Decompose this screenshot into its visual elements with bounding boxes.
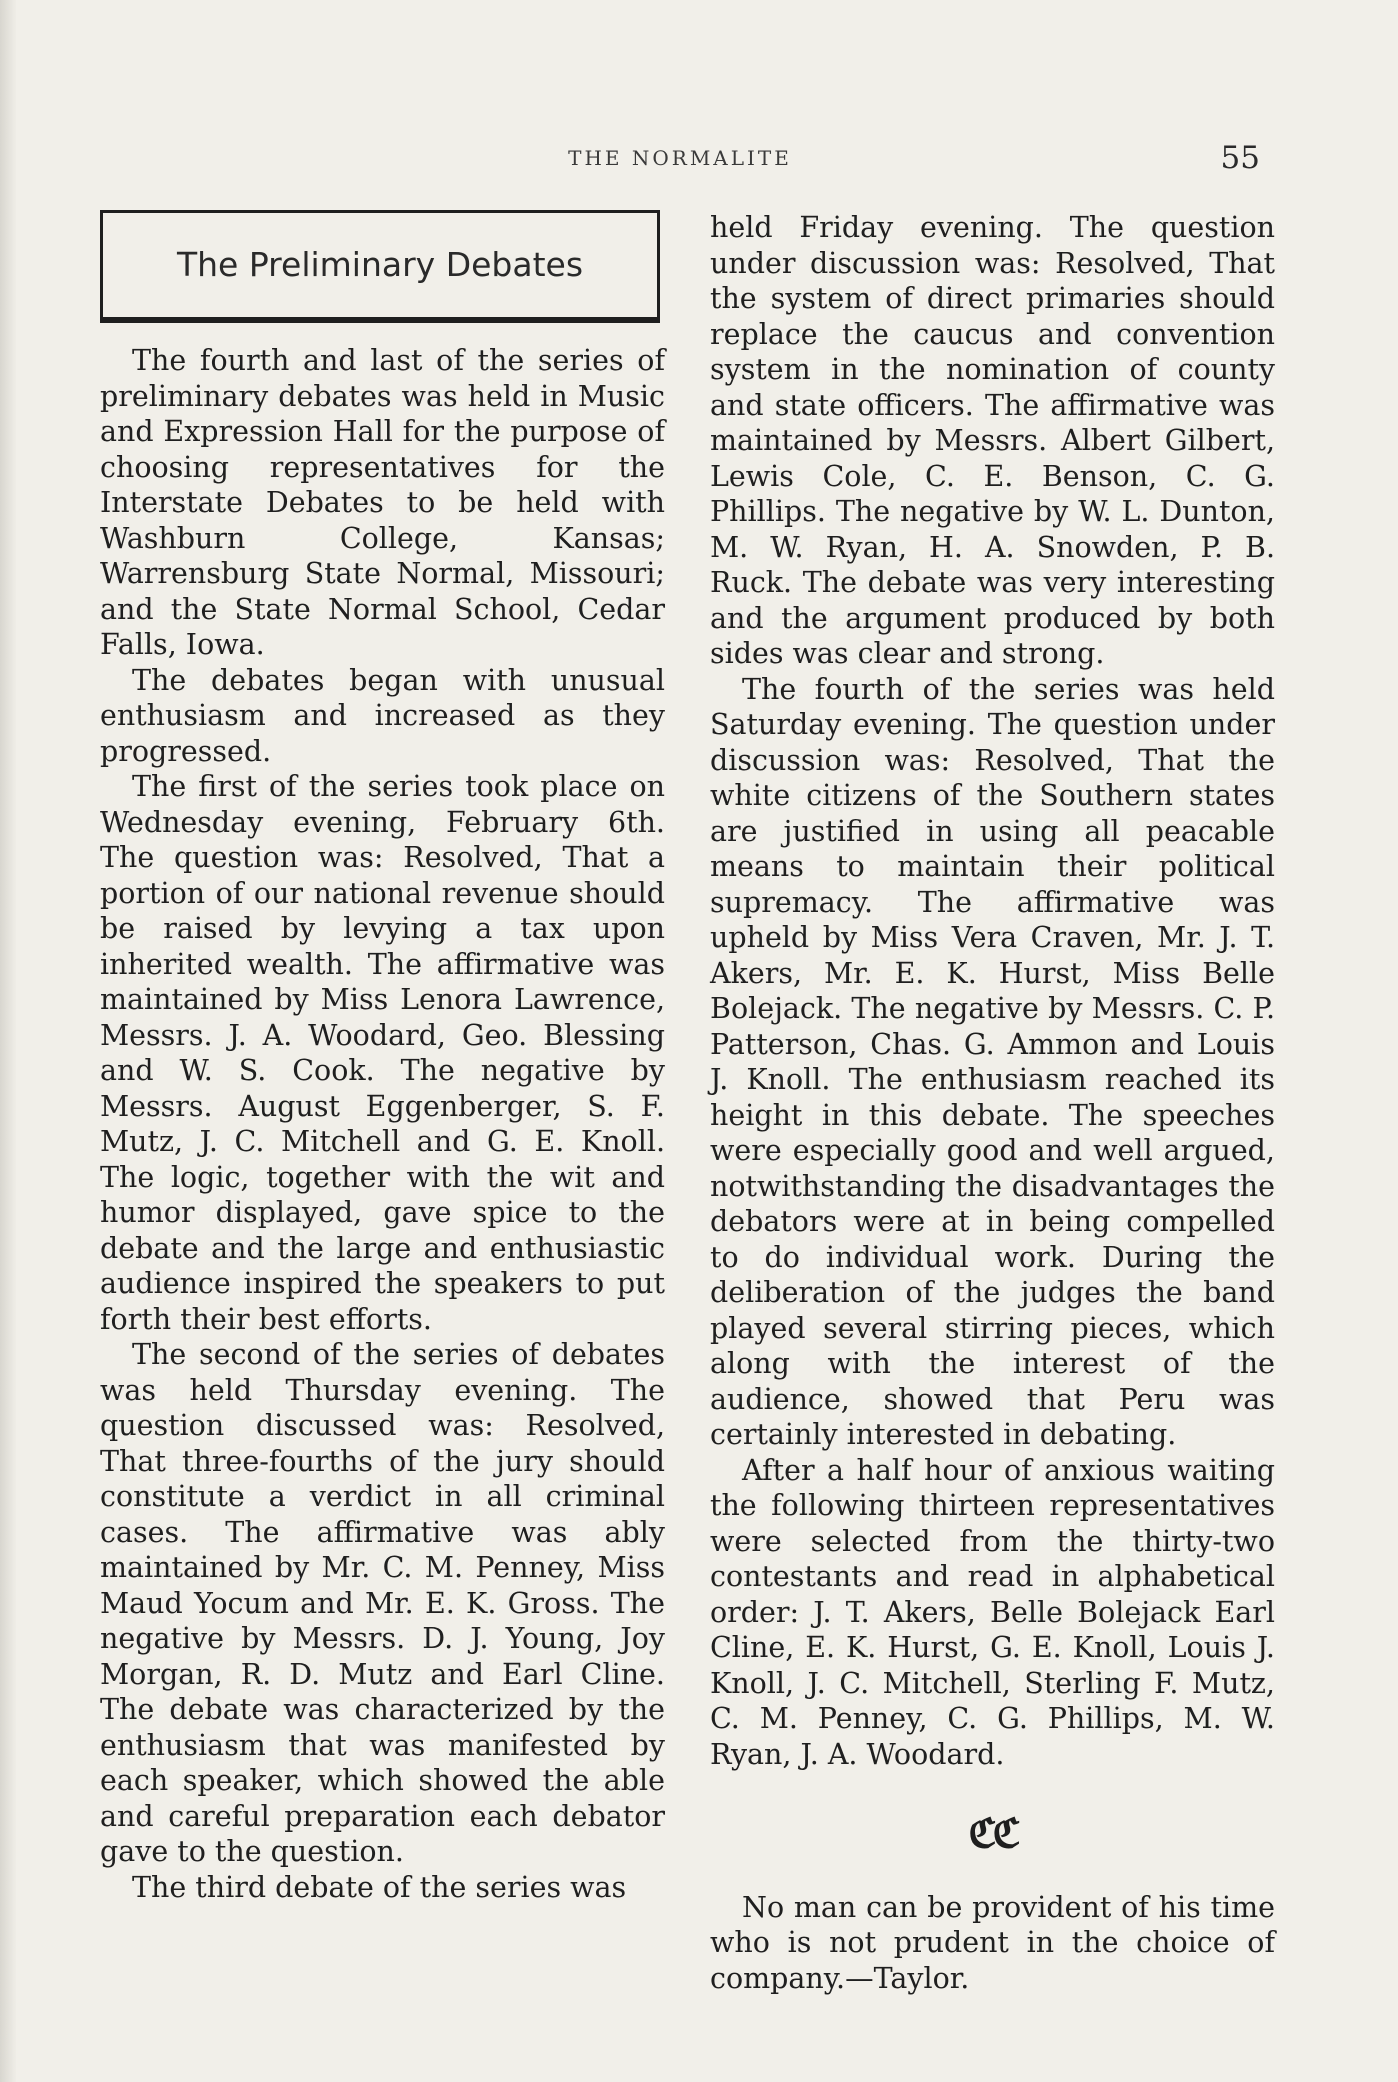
- paragraph: The fourth and last of the series of preliminary debates was held in Music and Expression Hall for the purpose of choosing representatives for the Interstate Debates to be held with Washburn College, Kansas; Warrensburg State Normal, Missouri; and the State Normal School, Cedar Falls, Iowa.: [100, 344, 665, 661]
- running-head: [100, 140, 1260, 186]
- paragraph: The second of the series of debates was held Thursday evening. The question discussed was: Resolved, That three-fourths of the jury should constitute a verdict in all criminal cases. The affirmative was ably maintained by Mr. C. M. Penney, Miss Maud Yocum and Mr. E. K. Gross. The negative by Messrs. D. J. Young, Joy Morgan, R. D. Mutz and Earl Cline. The debate was characterized by the enthusiasm that was manifested by each speaker, which showed the able and careful preparation each debator gave to the question.: [100, 1338, 665, 1868]
- page-number: 55: [1220, 140, 1260, 176]
- paragraph: The third debate of the series was: [132, 1870, 627, 1904]
- right-column: [710, 210, 1275, 1996]
- paragraph: The first of the series took place on Wednesday evening, February 6th. The question was: Resolved, That a portion of our national revenue should be raised by levying a tax upon inherited wealth. The affirmative was maintained by Miss Lenora Lawrence, Messrs. J. A. Woodard, Geo. Blessing and W. S. Cook. The negative by Messrs. August Eggenberger, S. F. Mutz, J. C. Mitchell and G. E. Knoll. The logic, together with the wit and humor displayed, gave spice to the debate and the large and enthusiastic audience inspired the speakers to put forth their best efforts.: [100, 770, 665, 1336]
- paragraph: After a half hour of anxious waiting the following thirteen representatives were selected from the thirty-two contestants and read in alphabetical order: J. T. Akers, Belle Bolejack Earl Cline, E. K. Hurst, G. E. Knoll, Louis J. Knoll, J. C. Mitchell, Sterling F. Mutz, C. M. Penney, C. G. Phillips, M. W. Ryan, J. A. Woodard.: [710, 1453, 1275, 1771]
- article-title: The Preliminary Debates: [176, 245, 584, 285]
- article-title-box: [100, 210, 660, 323]
- left-column: [100, 210, 665, 1905]
- page-edge: [0, 0, 16, 2082]
- paragraph: The fourth of the series was held Saturday evening. The question under discussion was: Resolved, That the white citizens of the Southern states are justified in using all peacable means to maintain their political supremacy. The affirmative was upheld by Miss Vera Craven, Mr. J. T. Akers, Mr. E. K. Hurst, Miss Belle Bolejack. The negative by Messrs. C. P. Patterson, Chas. G. Ammon and Louis J. Knoll. The enthusiasm reached its height in this debate. The speeches were especially good and well argued, notwithstanding the disadvantages the debators were at in being compelled to do individual work. During the deliberation of the judges the band played several stirring pieces, which along with the interest of the audience, showed that Peru was certainly interested in debating.: [710, 672, 1275, 1451]
- closing-quote: No man can be provident of his time who is not prudent in the choice of company.—Taylor.: [710, 1890, 1275, 1995]
- section-ornament: ℭℭ: [968, 1810, 1017, 1857]
- paragraph: The debates began with unusual enthusiasm and increased as they progressed.: [100, 663, 665, 768]
- paragraph-continuation: held Friday evening. The question under discussion was: Resolved, That the system of direct primaries should replace the caucus and convention system in the nomination of county and state officers. The affirmative was maintained by Messrs. Albert Gilbert, Lewis Cole, C. E. Benson, C. G. Phillips. The negative by W. L. Dunton, M. W. Ryan, H. A. Snowden, P. B. Ruck. The debate was very interesting and the argument produced by both sides was clear and strong.: [710, 211, 1275, 670]
- running-title: THE NORMALITE: [568, 146, 792, 170]
